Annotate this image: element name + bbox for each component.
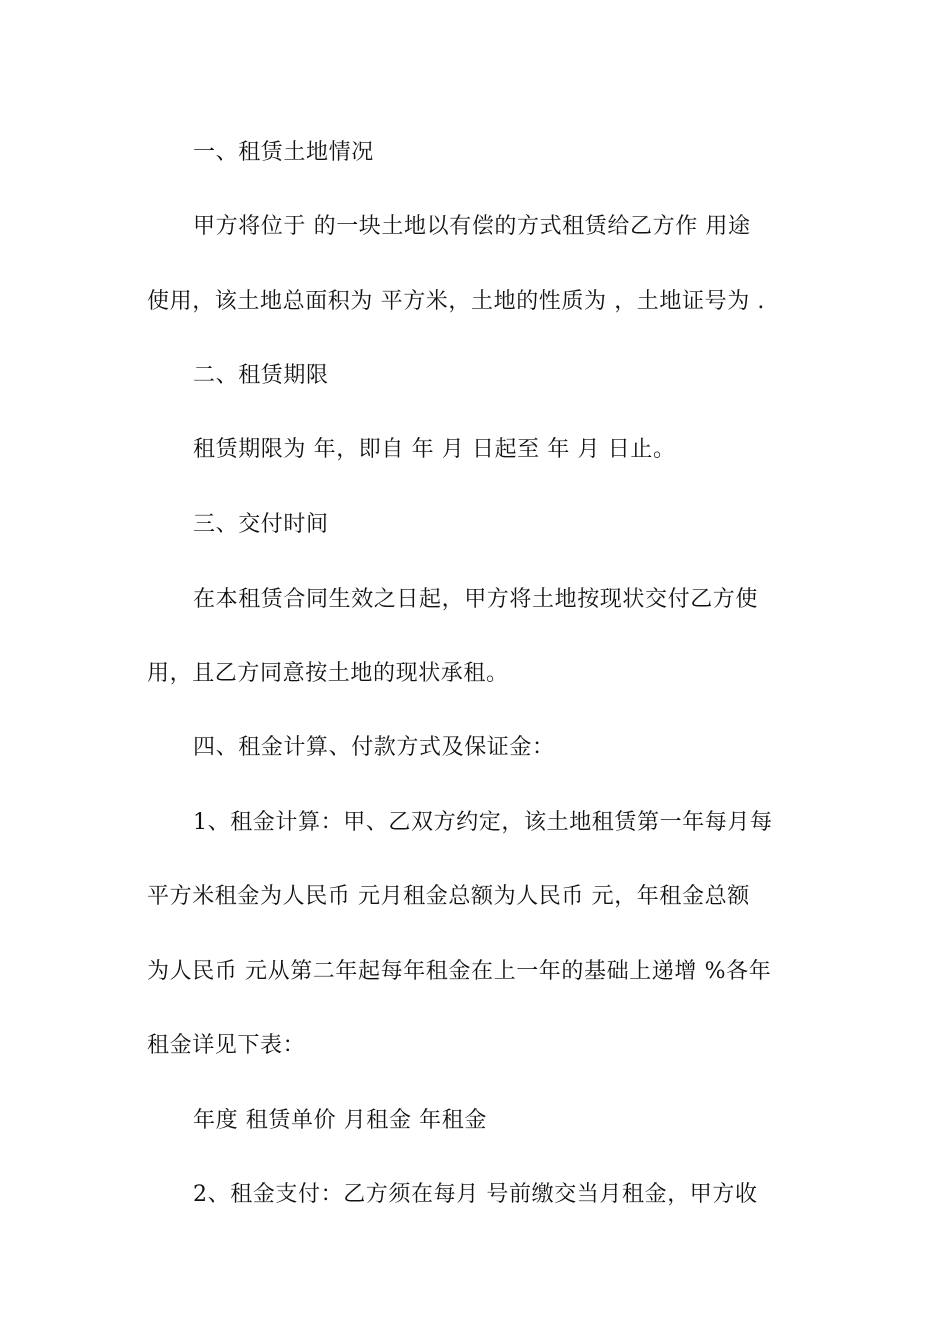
paragraph-line: 租金详见下表：: [147, 1033, 306, 1058]
paragraph-line: 用，且乙方同意按土地的现状承租。: [147, 661, 509, 686]
paragraph-line: 1、租金计算：甲、乙双方约定，该土地租赁第一年每月每: [193, 810, 773, 835]
rent-table-header: 年度 租赁单价 月租金 年租金: [193, 1108, 487, 1133]
section-heading-lease-term: 二、租赁期限: [193, 363, 329, 388]
paragraph-line: 为人民币 元从第二年起每年租金在上一年的基础上递增 %各年: [147, 959, 772, 984]
paragraph-line: 使用，该土地总面积为 平方米，土地的性质为 ，土地证号为 .: [147, 289, 765, 314]
section-heading-land-lease: 一、租赁土地情况: [193, 140, 374, 165]
paragraph-line: 在本租赁合同生效之日起，甲方将土地按现状交付乙方使: [193, 587, 759, 612]
paragraph-line: 租赁期限为 年，即自 年 月 日起至 年 月 日止。: [193, 437, 676, 462]
paragraph-line: 平方米租金为人民币 元月租金总额为人民币 元，年租金总额: [147, 884, 750, 909]
section-heading-rent: 四、租金计算、付款方式及保证金：: [193, 735, 555, 760]
paragraph-line: 甲方将位于 的一块土地以有偿的方式租赁给乙方作 用途: [193, 214, 751, 239]
section-heading-delivery-time: 三、交付时间: [193, 512, 329, 537]
paragraph-line: 2、租金支付：乙方须在每月 号前缴交当月租金，甲方收: [193, 1182, 758, 1207]
